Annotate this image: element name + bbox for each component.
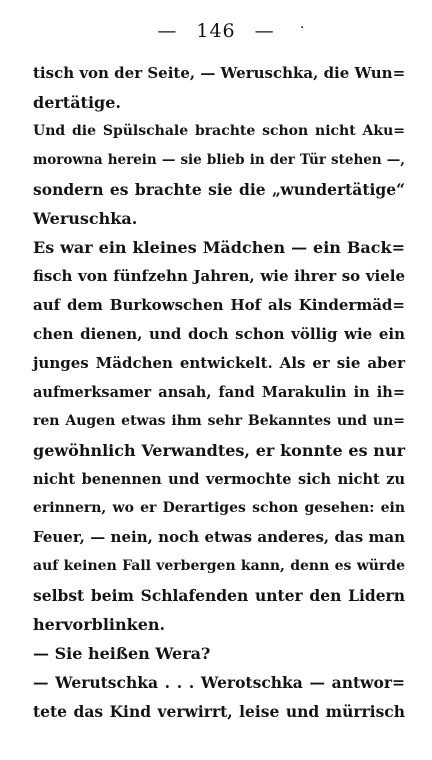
- header-mark: ·: [300, 20, 306, 36]
- body-text: [33, 59, 405, 726]
- text-line: fisch von fünfzehn Jahren, wie ihrer so viele: [33, 267, 405, 285]
- text-line: hervorblinken.: [33, 615, 166, 634]
- text-line: auf dem Burkowschen Hof als Kindermäd=: [33, 296, 405, 314]
- text-line: sondern es brachte sie die „wundertätige“: [33, 180, 405, 199]
- header-dash-left: —: [157, 20, 178, 42]
- text-line: — Werutschka . . . Werotschka — antwor=: [33, 673, 405, 692]
- text-line: gewöhnlich Verwandtes, er konnte es nur: [33, 441, 405, 460]
- text-line: Weruschka.: [33, 209, 138, 228]
- page-number: 146: [196, 20, 236, 42]
- text-line: aufmerksamer ansah, fand Marakulin in ih=: [33, 384, 405, 401]
- text-line: nicht benennen und vermochte sich nicht zu: [33, 471, 405, 488]
- text-line: morowna herein — sie blieb in der Tür stehen —,: [33, 152, 405, 168]
- page-header: [0, 20, 432, 42]
- text-line: ren Augen etwas ihm sehr Bekanntes und un=: [33, 413, 405, 429]
- text-line: erinnern, wo er Derartiges schon gesehen: ein: [33, 500, 405, 516]
- text-line: junges Mädchen entwickelt. Als er sie aber: [33, 354, 405, 372]
- text-line: Feuer, — nein, noch etwas anderes, das man: [33, 528, 405, 546]
- text-line: Es war ein kleines Mädchen — ein Back=: [33, 238, 405, 257]
- text-line: Und die Spülschale brachte schon nicht Aku=: [33, 123, 405, 139]
- text-line: tisch von der Seite, — Weruschka, die Wun=: [33, 64, 406, 82]
- header-dash-right: —: [254, 20, 275, 42]
- text-line: selbst beim Schlafenden unter den Lidern: [33, 586, 405, 605]
- text-line: tete das Kind verwirrt, leise und mürrisch: [33, 702, 405, 721]
- text-line: chen dienen, und doch schon völlig wie ein: [33, 325, 405, 343]
- text-line: dertätige.: [33, 93, 121, 112]
- text-line: — Sie heißen Wera?: [33, 644, 211, 663]
- text-line: auf keinen Fall verbergen kann, denn es würde: [33, 558, 405, 574]
